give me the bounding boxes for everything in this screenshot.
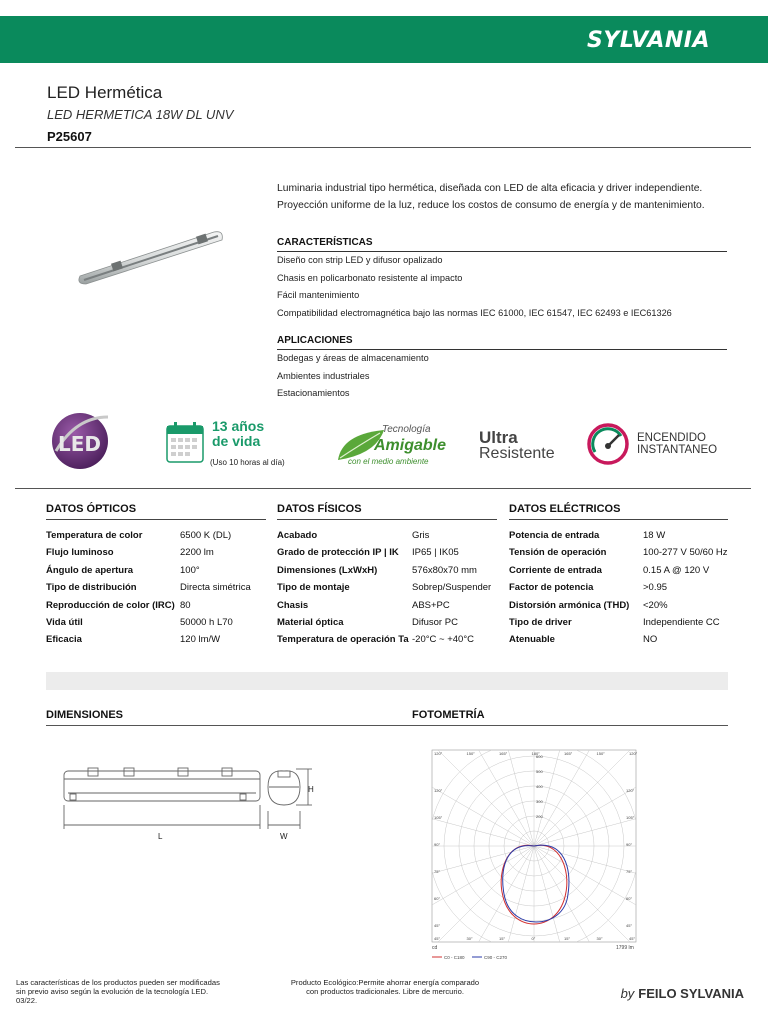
angle-label: 45° bbox=[626, 923, 633, 928]
product-description: Luminaria industrial tipo hermética, diseñada con LED de alta eficacia y driver independiente. Proyección uniforme de la luz, reduce los costos de consumo de energía y de mantenimiento. bbox=[277, 183, 705, 211]
angle-label: 120° bbox=[434, 788, 443, 793]
angle-label: 15° bbox=[499, 936, 506, 941]
radial-label: 200 bbox=[536, 814, 543, 819]
spec-value: 2200 lm bbox=[180, 547, 214, 559]
resistant-label: Resistente bbox=[479, 445, 555, 462]
angle-label: 90° bbox=[626, 842, 633, 847]
life-note: (Uso 10 horas al día) bbox=[210, 458, 285, 467]
optical-rule bbox=[46, 519, 266, 520]
angle-label: 45° bbox=[434, 936, 441, 941]
spec-label: Temperatura de operación Ta bbox=[277, 634, 409, 646]
physical-heading: DATOS FÍSICOS bbox=[277, 503, 362, 515]
legend-item: C90 - C270 bbox=[484, 955, 508, 960]
gauge-icon bbox=[586, 422, 630, 466]
spec-label: Tipo de montaje bbox=[277, 582, 350, 594]
angle-label: 60° bbox=[626, 896, 633, 901]
angle-label: 165° bbox=[499, 751, 508, 756]
spec-label: Vida útil bbox=[46, 617, 83, 628]
list-item: Fácil mantenimiento bbox=[277, 290, 360, 300]
spec-label: Tipo de distribución bbox=[46, 582, 137, 594]
header-divider bbox=[15, 147, 751, 148]
eco-badge bbox=[336, 424, 447, 470]
list-item: Estacionamientos bbox=[277, 388, 350, 398]
spec-label: Flujo luminoso bbox=[46, 547, 114, 559]
photometry-heading: FOTOMETRÍA bbox=[412, 709, 485, 721]
dimensions-heading: DIMENSIONES bbox=[46, 709, 124, 721]
applications-list bbox=[277, 350, 429, 403]
spec-value: Difusor PC bbox=[412, 617, 458, 628]
physical-rule bbox=[277, 519, 497, 520]
spec-value: >0.95 bbox=[643, 582, 668, 594]
angle-label: 120° bbox=[626, 788, 635, 793]
optical-heading: DATOS ÓPTICOS bbox=[46, 503, 137, 515]
spec-label: Corriente de entrada bbox=[509, 564, 602, 576]
angle-label: 75° bbox=[626, 869, 633, 874]
spec-value: 6500 K (DL) bbox=[180, 530, 232, 541]
life-label: de vida bbox=[212, 433, 261, 449]
angle-label: 75° bbox=[434, 869, 441, 874]
footer-disclaimer: Las características de los productos pueden ser modificadas sin previo aviso según la evolución de la tecnología LED. 03/22. bbox=[16, 978, 220, 1005]
radial-label: 400 bbox=[536, 784, 543, 789]
spec-label: Atenuable bbox=[509, 634, 555, 646]
life-years: 13 años bbox=[212, 418, 265, 434]
footer-eco-note: Producto Ecológico:Permite ahorrar energía comparado con productos tradicionales. Libre de mercurio. bbox=[290, 978, 480, 996]
angle-label: 60° bbox=[434, 896, 441, 901]
angle-label: 150° bbox=[596, 751, 605, 756]
instant-on-line-1: ENCENDIDO bbox=[637, 432, 707, 444]
spec-value: 18 W bbox=[643, 530, 666, 541]
applications-heading: APLICACIONES bbox=[277, 335, 727, 350]
spec-label: Acabado bbox=[277, 530, 318, 541]
spec-value: 100-277 V 50/60 Hz bbox=[643, 547, 728, 559]
angle-label: 105° bbox=[626, 815, 635, 820]
electrical-heading: DATOS ELÉCTRICOS bbox=[509, 503, 621, 515]
specs-divider bbox=[15, 488, 751, 489]
angle-label: 0° bbox=[531, 936, 536, 941]
dimensions-rule bbox=[46, 725, 728, 726]
spec-label: Dimensiones (LxWxH) bbox=[277, 564, 378, 576]
ultra-resistant-badge bbox=[479, 428, 569, 468]
spec-value: 50000 h L70 bbox=[180, 617, 233, 628]
spec-value: Independiente CC bbox=[643, 617, 720, 628]
ultra-label: Ultra bbox=[479, 428, 518, 447]
product-code: P25607 bbox=[47, 129, 92, 144]
photometric-diagram bbox=[426, 744, 642, 966]
eco-line-3: con el medio ambiente bbox=[348, 457, 429, 466]
spec-value: 0.15 A @ 120 V bbox=[643, 564, 710, 576]
radial-label: 600 bbox=[536, 754, 543, 759]
dimension-l-label: L bbox=[158, 832, 163, 841]
instant-on-badge bbox=[586, 422, 726, 466]
angle-label: 120° bbox=[434, 751, 443, 756]
calendar-icon bbox=[166, 421, 206, 463]
spec-value: Sobrep/Suspender bbox=[412, 582, 492, 594]
dimension-w-label: W bbox=[280, 832, 288, 841]
angle-label: 120° bbox=[629, 751, 638, 756]
instant-on-line-2: INSTANTANEO bbox=[637, 444, 718, 456]
radial-label: 300 bbox=[536, 799, 543, 804]
spec-value: IP65 | IK05 bbox=[412, 547, 459, 559]
legend-item: C0 - C180 bbox=[444, 955, 465, 960]
spec-label: Distorsión armónica (THD) bbox=[509, 599, 630, 611]
spec-value: -20°C ~ +40°C bbox=[412, 634, 474, 646]
electrical-rule bbox=[509, 519, 728, 520]
spec-label: Potencia de entrada bbox=[509, 530, 600, 541]
eco-line-1: Tecnología bbox=[382, 424, 431, 435]
list-item: Compatibilidad electromagnética bajo las normas IEC 61000, IEC 61547, IEC 62493 e IEC61326 bbox=[277, 307, 672, 318]
spec-label: Factor de potencia bbox=[509, 582, 594, 594]
spec-value: 576x80x70 mm bbox=[412, 564, 477, 576]
list-item: Bodegas y áreas de almacenamiento bbox=[277, 353, 429, 363]
spec-label: Tipo de driver bbox=[509, 617, 572, 628]
spec-label: Ángulo de apertura bbox=[46, 564, 134, 576]
dimensions-drawing bbox=[56, 765, 336, 845]
spec-label: Grado de protección IP | IK bbox=[277, 547, 399, 559]
svg-text:LED: LED bbox=[58, 432, 102, 456]
angle-label: 180° bbox=[531, 751, 540, 756]
angle-label: 45° bbox=[434, 923, 441, 928]
angle-label: 30° bbox=[466, 936, 473, 941]
spec-label: Reproducción de color (IRC) bbox=[46, 599, 175, 611]
characteristics-heading: CARACTERÍSTICAS bbox=[277, 237, 727, 252]
spec-value: 100° bbox=[180, 564, 200, 576]
list-item: Chasis en policarbonato resistente al impacto bbox=[277, 272, 463, 283]
spec-label: Tensión de operación bbox=[509, 547, 607, 559]
spec-label: Temperatura de color bbox=[46, 530, 143, 541]
radial-label: 500 bbox=[536, 769, 543, 774]
page-title: LED Hermética bbox=[47, 83, 163, 102]
spec-label: Material óptica bbox=[277, 617, 344, 628]
angle-label: 15° bbox=[564, 936, 571, 941]
spec-value: ABS+PC bbox=[412, 599, 450, 611]
list-item: Ambientes industriales bbox=[277, 370, 370, 381]
gray-separator bbox=[46, 672, 728, 690]
characteristics-list bbox=[277, 252, 672, 322]
angle-label: 150° bbox=[466, 751, 475, 756]
unit-label: cd bbox=[432, 945, 438, 951]
angle-label: 105° bbox=[434, 815, 443, 820]
dimension-h-label: H bbox=[308, 785, 314, 794]
footer-brand-name: FEILO SYLVANIA bbox=[638, 986, 744, 1001]
lifetime-badge bbox=[164, 417, 294, 473]
eco-line-2: Amigable bbox=[374, 437, 447, 454]
footer-brand bbox=[621, 986, 744, 1001]
angle-label: 90° bbox=[434, 842, 441, 847]
angle-label: 165° bbox=[564, 751, 573, 756]
spec-value: <20% bbox=[643, 599, 668, 611]
spec-value: NO bbox=[643, 634, 658, 646]
led-logo-icon bbox=[46, 407, 112, 473]
angle-label: 45° bbox=[629, 936, 636, 941]
product-image bbox=[72, 218, 232, 288]
list-item: Diseño con strip LED y difusor opalizado bbox=[277, 255, 443, 265]
footer-by: by bbox=[620, 986, 635, 1001]
brand-logo: SYLVANIA bbox=[587, 28, 710, 53]
spec-label: Chasis bbox=[277, 599, 309, 611]
product-subtitle: LED HERMETICA 18W DL UNV bbox=[47, 107, 234, 122]
spec-value: Directa simétrica bbox=[180, 582, 251, 594]
spec-value: Gris bbox=[412, 530, 430, 541]
angle-label: 30° bbox=[596, 936, 603, 941]
spec-label: Eficacia bbox=[46, 634, 82, 646]
spec-value: 120 lm/W bbox=[180, 634, 221, 646]
max-label: 1799 lm bbox=[616, 945, 634, 951]
spec-value: 80 bbox=[180, 599, 191, 611]
